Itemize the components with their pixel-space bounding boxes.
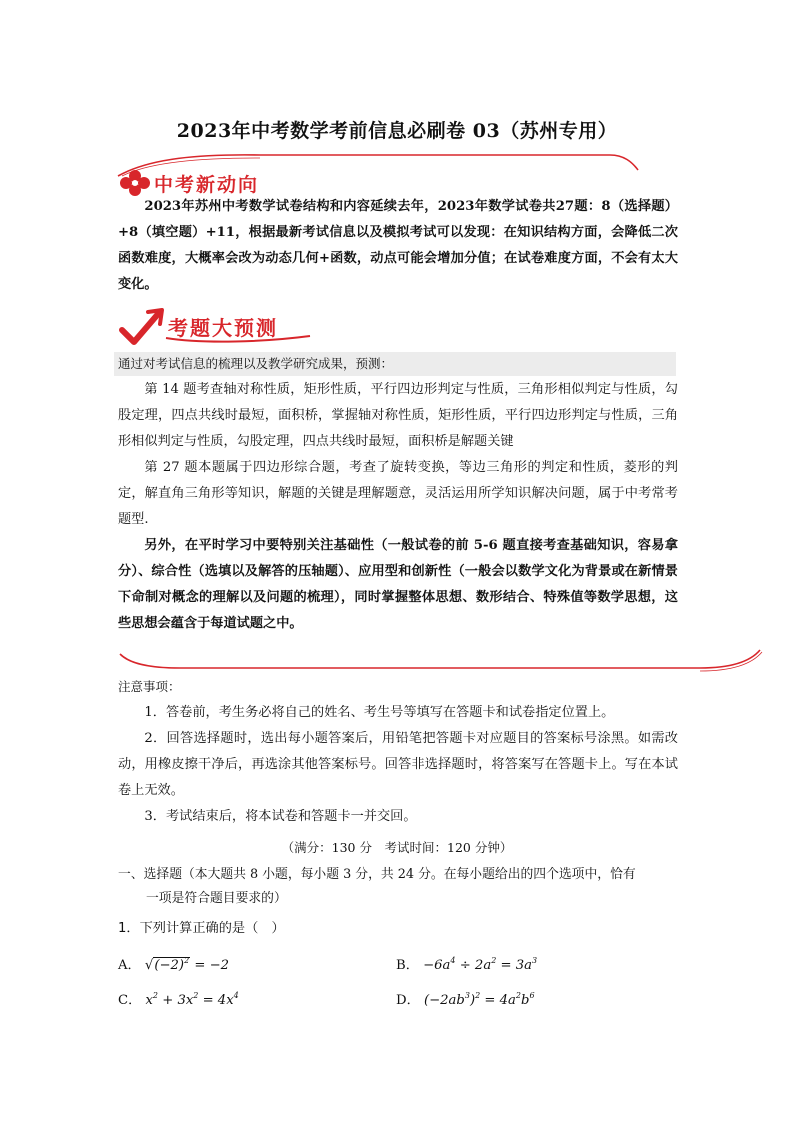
predictions-intro: 通过对考试信息的梳理以及教学研究成果，预测：	[118, 356, 394, 371]
option-a-label: A．	[118, 958, 141, 973]
option-d-expression: $(-2ab^3)^2 = 4a^2b^6$	[423, 991, 535, 1008]
trends-text: 2023年苏州中考数学试卷结构和内容延续去年，2023年数学试卷共27题：8（选择题）+8（填空题）+11，根据最新考试信息以及模拟考试可以发现：在知识结构方面，会降低二次函数难度，大概率会改为动态几何+函数，动点可能会增加分值；在试卷难度方面，不会有太大变化。	[118, 199, 678, 292]
notice-list	[118, 700, 678, 830]
option-d-label: D．	[396, 993, 420, 1008]
option-c	[118, 985, 239, 1012]
option-b-expression: $-6a^4 \div 2a^2 = 3a^3$	[423, 956, 538, 973]
notice-label: 注意事项：	[118, 679, 181, 694]
prediction-q27: 第 27 题本题属于四边形综合题，考查了旋转变换，等边三角形的判定和性质，菱形的判定，解直角三角形等知识，解题的关键是理解题意，灵活运用所学知识解决问题，属于中考常考题型.	[118, 460, 678, 527]
option-a	[118, 950, 229, 977]
predictions-body	[118, 377, 678, 637]
section-heading-predictions: 考题大预测	[168, 316, 278, 340]
option-d	[396, 985, 535, 1012]
option-b-label: B．	[396, 958, 419, 973]
score-time-note: （满分：130 分 考试时间：120 分钟）	[281, 840, 513, 855]
notice-item-2: 2．回答选择题时，选出每小题答案后，用铅笔把答题卡对应题目的答案标号涂黑。如需改动，用橡皮擦干净后，再选涂其他答案标号。回答非选择题时，将答案写在答题卡上。写在本试卷上无效。	[118, 731, 678, 798]
checkmark-arrow-icon	[118, 306, 168, 348]
notice-item-3: 3．考试结束后，将本试卷和答题卡一并交回。	[144, 809, 417, 824]
prediction-q14: 第 14 题考查轴对称性质，矩形性质，平行四边形判定与性质，三角形相似判定与性质，勾股定理，四点共线时最短，面积桥，掌握轴对称性质，矩形性质，平行四边形判定与性质，三角形相似判定与性质，勾股定理，四点共线时最短，面积桥是解题关键	[118, 382, 678, 449]
prediction-general: 另外，在平时学习中要特别关注基础性（一般试卷的前 5-6 题直接考查基础知识，容易拿分）、综合性（选填以及解答的压轴题）、应用型和创新性（一般会以数学文化为背景或在新情景下命制对概念的理解以及问题的梳理），同时掌握整体思想、数形结合、特殊值等数学思想，这些思想会蕴含于每道试题之中。	[118, 538, 678, 631]
page-title: 2023年中考数学考前信息必刷卷 03（苏州专用）	[176, 120, 618, 142]
trends-paragraph	[118, 194, 678, 298]
option-a-expression: $√(-2)^2 = -2$	[144, 956, 230, 973]
notice-item-1: 1．答卷前，考生务必将自己的姓名、考生号等填写在答题卡和试卷指定位置上。	[144, 705, 615, 720]
question-1-stem: 1．下列计算正确的是（ ）	[118, 921, 285, 936]
section-heading-trends: 中考新动向	[154, 174, 260, 196]
part1-heading-line2: 一项是符合题目要求的）	[146, 891, 287, 906]
option-c-label: C．	[118, 993, 142, 1008]
option-c-expression: $x^2 + 3x^2 = 4x^4$	[145, 991, 239, 1008]
option-b	[396, 950, 537, 977]
part1-heading-line1: 一、选择题（本大题共 8 小题，每小题 3 分，共 24 分。在每小题给出的四个选项中，恰有	[118, 867, 636, 882]
